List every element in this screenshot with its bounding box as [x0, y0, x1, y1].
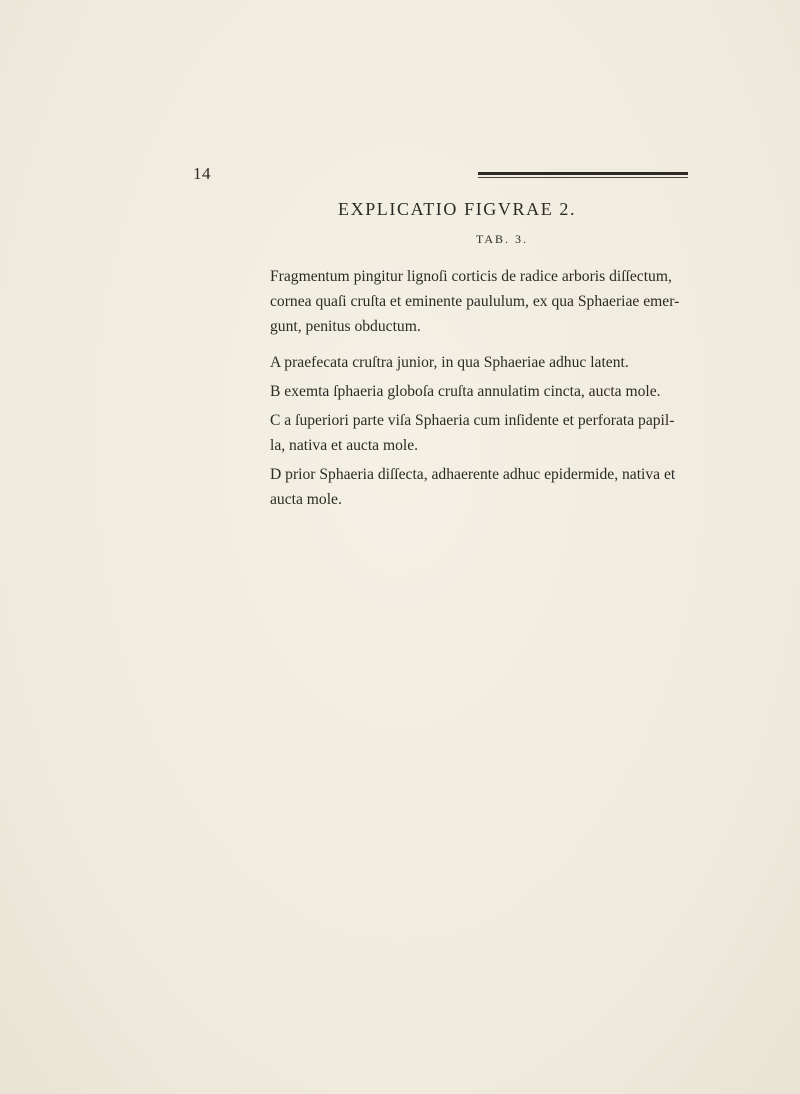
legend-item-c	[270, 408, 800, 458]
intro-line: Fragmentum pingitur lignoſi corticis de radice arboris diſſectum,	[270, 268, 672, 285]
legend-line: la, nativa et aucta mole.	[270, 437, 419, 454]
legend-item-d	[270, 462, 800, 512]
legend-line: B exemta ſphaeria globoſa cruſta annulatim cincta, aucta mole.	[270, 383, 661, 400]
legend-line: A praefecata cruſtra junior, in qua Sphaeriae adhuc latent.	[270, 354, 629, 371]
legend-item-a	[270, 350, 800, 375]
legend-line: D prior Sphaeria diſſecta, adhaerente adhuc epidermide, nativa et	[270, 466, 676, 483]
page-number: 14	[193, 164, 211, 183]
legend-line: aucta mole.	[270, 491, 342, 508]
page-title: EXPLICATIO FIGVRAE 2.	[338, 199, 577, 219]
body-text	[270, 264, 800, 516]
intro-line: cornea quaſi cruſta et eminente paululum, ex qua Sphaeriae emer-	[270, 293, 680, 310]
legend-item-b	[270, 379, 800, 404]
intro-line: gunt, penitus obductum.	[270, 318, 421, 335]
legend-line: C a ſuperiori parte viſa Sphaeria cum inſidente et perforata papil-	[270, 412, 675, 429]
plate-label: TAB. 3.	[476, 232, 529, 246]
header-rule	[478, 172, 688, 175]
intro-paragraph	[270, 264, 800, 339]
